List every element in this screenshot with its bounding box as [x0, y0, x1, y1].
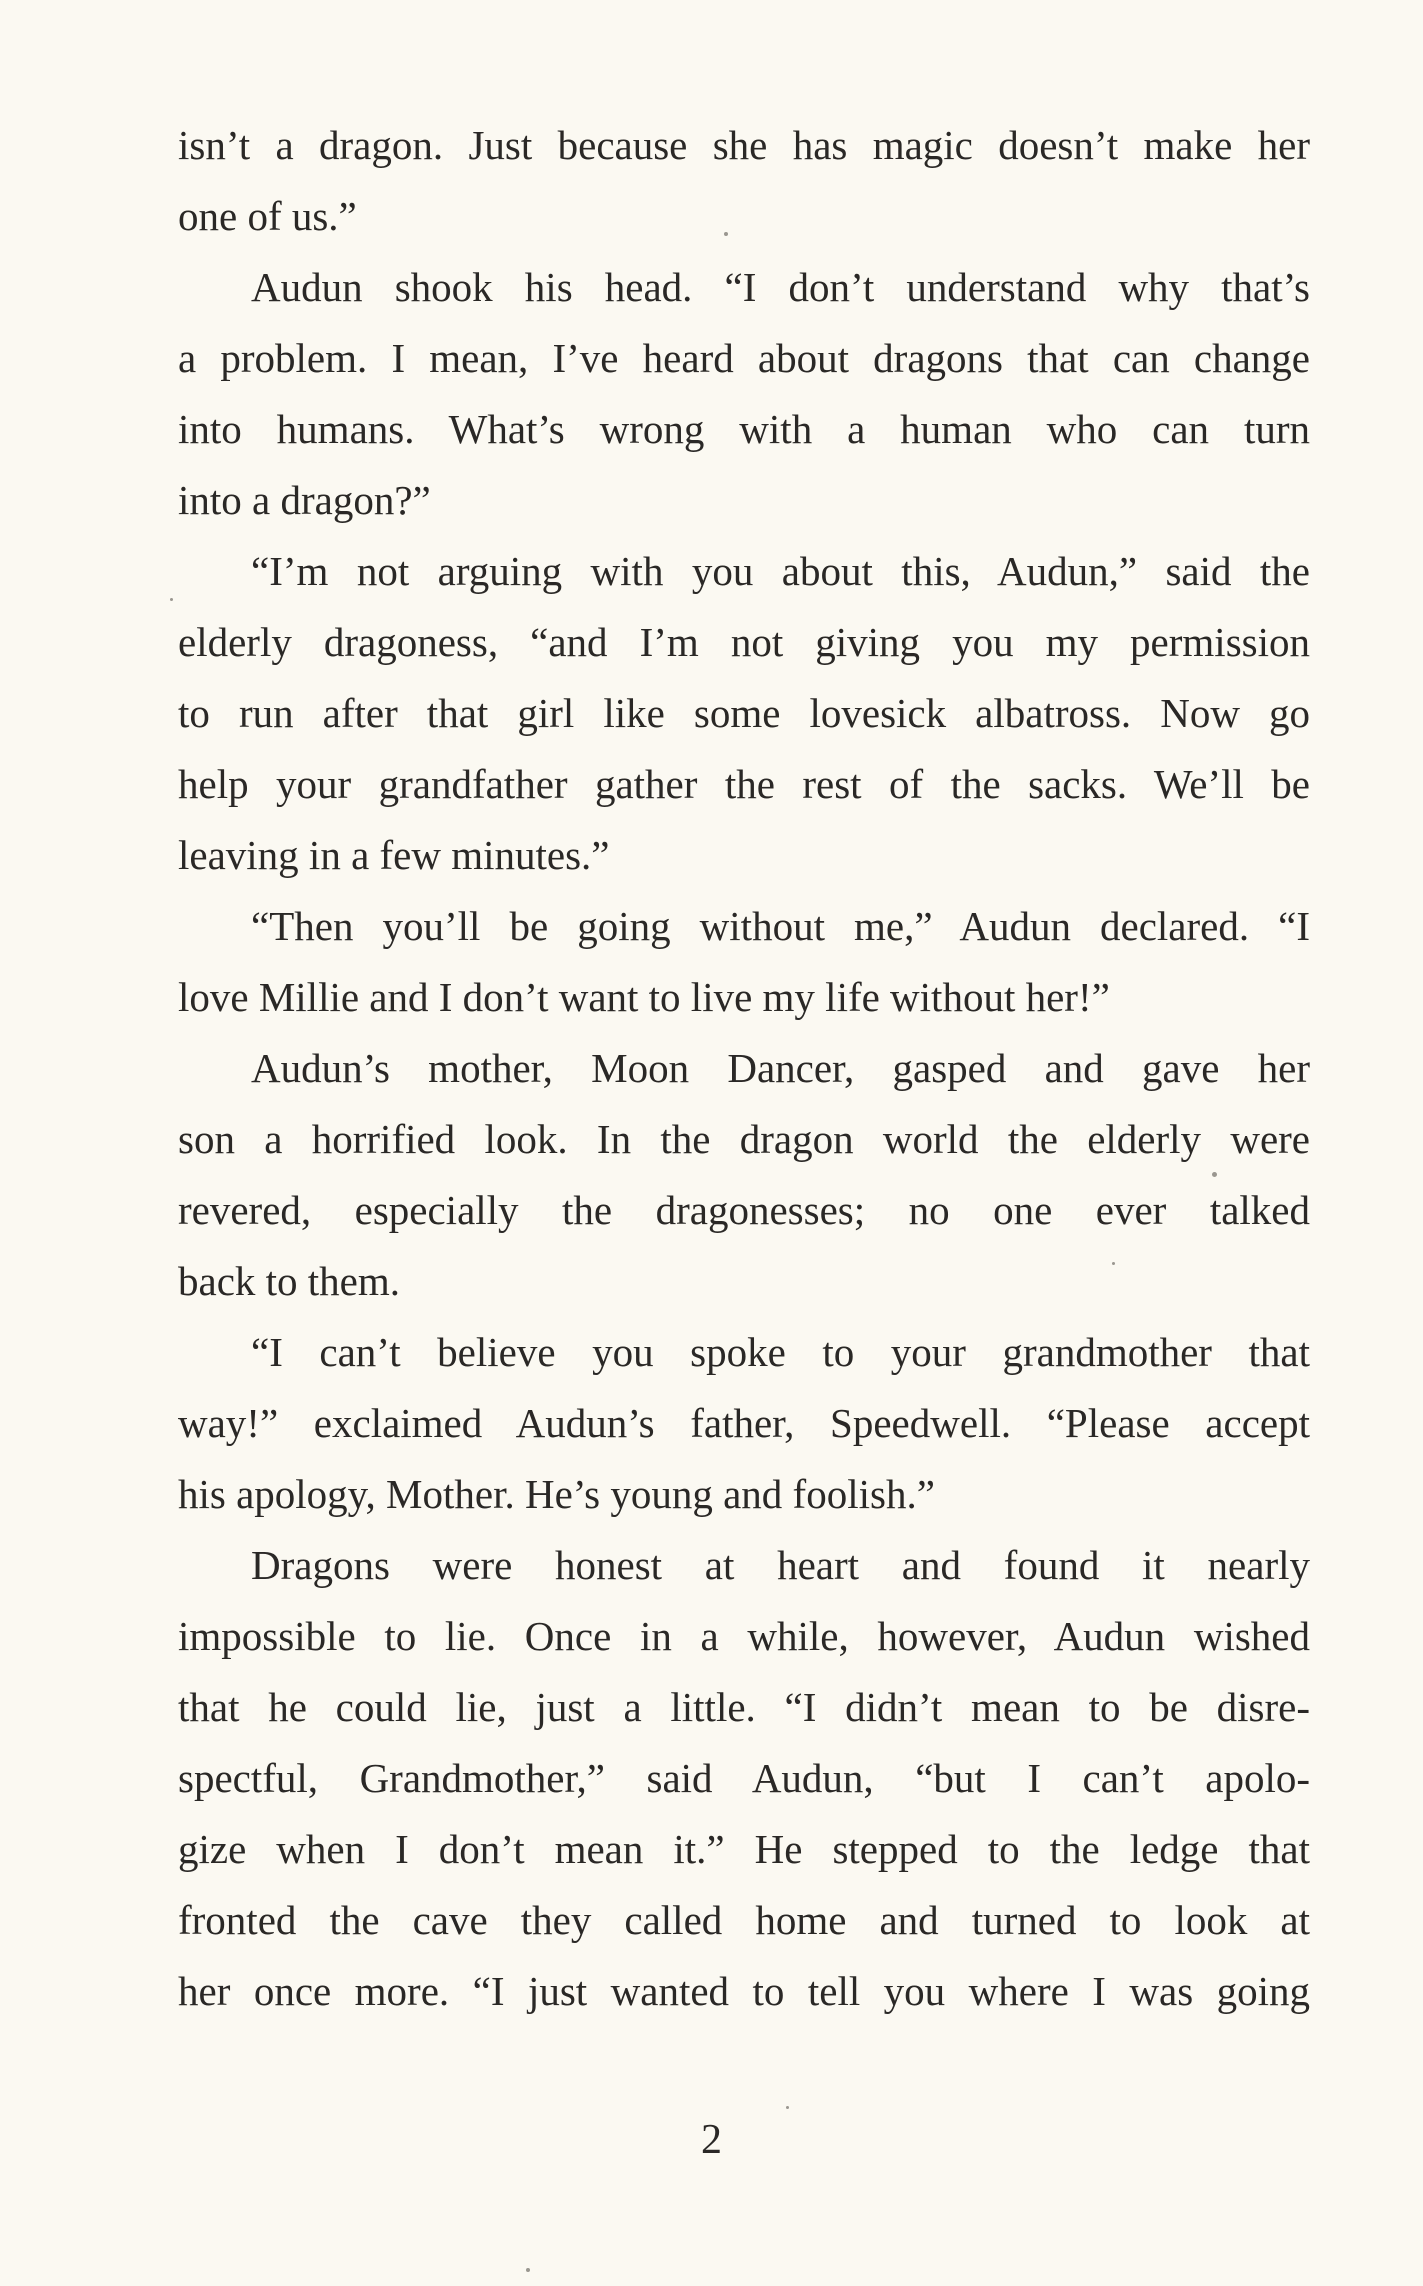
text-line: to run after that girl like some lovesick albatross. Now go: [178, 690, 1310, 736]
body-text: [178, 110, 1310, 2027]
text-line: one of us.”: [178, 193, 357, 239]
text-line: a problem. I mean, I’ve heard about dragons that can change: [178, 335, 1310, 381]
text-line: “I can’t believe you spoke to your grandmother that: [251, 1329, 1310, 1375]
text-line: way!” exclaimed Audun’s father, Speedwell. “Please accept: [178, 1400, 1310, 1446]
text-line: spectful, Grandmother,” said Audun, “but I can’t apolo-: [178, 1755, 1310, 1801]
text-line: Audun shook his head. “I don’t understand why that’s: [251, 264, 1310, 310]
text-line: back to them.: [178, 1258, 401, 1304]
text-line: impossible to lie. Once in a while, however, Audun wished: [178, 1613, 1310, 1659]
text-line: “Then you’ll be going without me,” Audun declared. “I: [251, 903, 1310, 949]
text-line: that he could lie, just a little. “I didn’t mean to be disre-: [178, 1684, 1310, 1730]
text-line: into a dragon?”: [178, 477, 431, 523]
page-number: 2: [701, 2117, 722, 2163]
text-line: her once more. “I just wanted to tell you where I was going: [178, 1968, 1310, 2014]
text-line: isn’t a dragon. Just because she has magic doesn’t make her: [178, 122, 1310, 168]
text-line: his apology, Mother. He’s young and foolish.”: [178, 1471, 935, 1517]
text-line: Dragons were honest at heart and found it nearly: [251, 1542, 1310, 1588]
text-line: revered, especially the dragonesses; no one ever talked: [178, 1187, 1310, 1233]
text-line: gize when I don’t mean it.” He stepped to the ledge that: [178, 1826, 1310, 1872]
paper-speck: [170, 598, 173, 601]
text-line: love Millie and I don’t want to live my life without her!”: [178, 974, 1110, 1020]
paper-speck: [1112, 1262, 1115, 1265]
paper-speck: [526, 2268, 530, 2272]
text-line: help your grandfather gather the rest of the sacks. We’ll be: [178, 761, 1310, 807]
paper-speck: [1212, 1172, 1217, 1177]
text-line: leaving in a few minutes.”: [178, 832, 610, 878]
text-line: “I’m not arguing with you about this, Audun,” said the: [251, 548, 1310, 594]
text-line: into humans. What’s wrong with a human who can turn: [178, 406, 1310, 452]
text-line: fronted the cave they called home and turned to look at: [178, 1897, 1310, 1943]
paper-speck: [786, 2106, 789, 2109]
text-line: Audun’s mother, Moon Dancer, gasped and gave her: [251, 1045, 1310, 1091]
text-line: son a horrified look. In the dragon world the elderly were: [178, 1116, 1310, 1162]
paper-speck: [724, 232, 728, 236]
text-line: elderly dragoness, “and I’m not giving you my permission: [178, 619, 1310, 665]
